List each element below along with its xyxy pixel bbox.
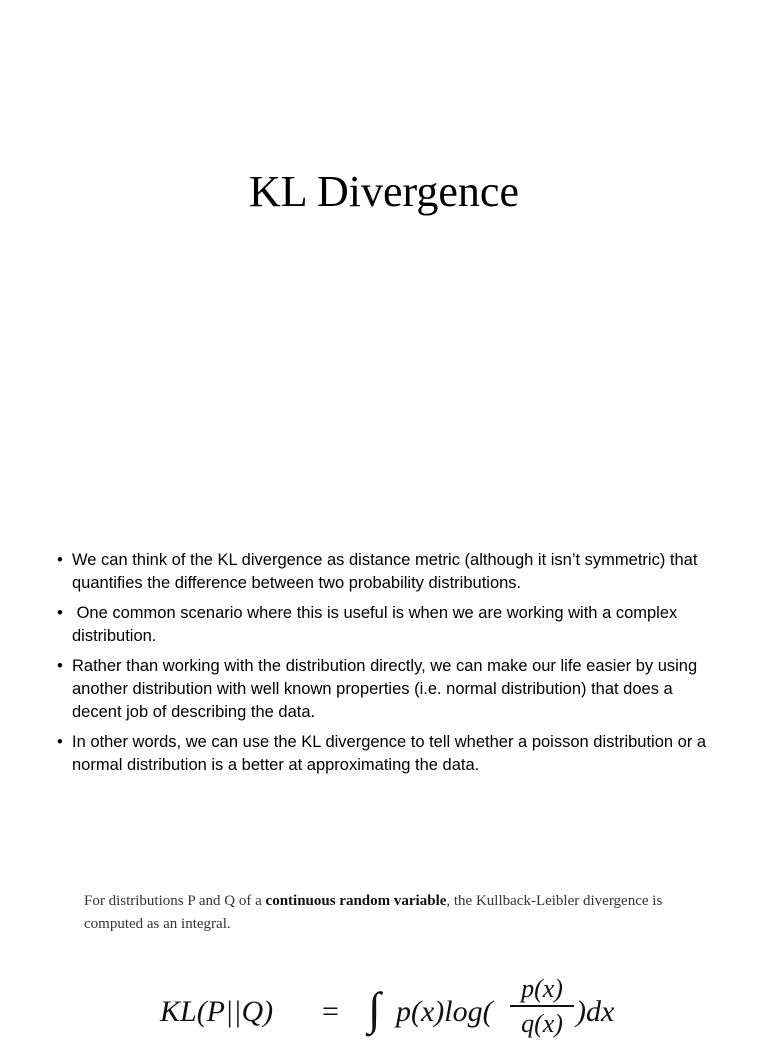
slide-title: KL Divergence [249, 167, 519, 216]
bullet-marker: • [57, 733, 63, 751]
fraction-bar [510, 1005, 574, 1007]
fraction-denominator: q(x) [521, 1009, 563, 1038]
bullet-item [56, 549, 716, 595]
caption-emphasis: continuous random variable [265, 893, 447, 909]
integral-symbol: ∫ [368, 983, 381, 1034]
formula-fraction [510, 974, 574, 1039]
formula-caption [84, 890, 704, 936]
bullet-text: In other words, we can use the KL divergence to tell whether a poisson distribution or a normal distribution is a better at approximating the data. [72, 733, 707, 774]
bullet-text: We can think of the KL divergence as distance metric (although it isn’t symmetric) that quantifies the difference between two probability distributions. [72, 551, 698, 592]
formula-equals: = [322, 995, 339, 1028]
bullet-marker: • [57, 604, 63, 622]
fraction-numerator: p(x) [521, 974, 563, 1003]
formula-lhs: KL(P||Q) [160, 995, 274, 1028]
bullet-text: One common scenario where this is useful is when we are working with a complex distribution. [72, 604, 682, 645]
bullet-marker: • [57, 657, 63, 675]
caption-text-end: , the Kullback-Leibler divergence is computed as an integral. [84, 893, 663, 932]
bullet-text: Rather than working with the distribution directly, we can make our life easier by using another distribution with well known properties (i.e. normal distribution) that does a decent job of describing the data. [72, 657, 698, 721]
bullet-marker: • [57, 551, 63, 569]
bullet-list [56, 549, 716, 784]
kl-divergence-formula [160, 974, 680, 1040]
caption-text-start: For distributions P and Q of a [84, 893, 266, 909]
bullet-item [56, 602, 716, 648]
bullet-item [56, 731, 716, 777]
bullet-item [56, 655, 716, 724]
formula-tail: )dx [576, 995, 615, 1028]
formula-integrand: p(x)log( [396, 995, 493, 1028]
